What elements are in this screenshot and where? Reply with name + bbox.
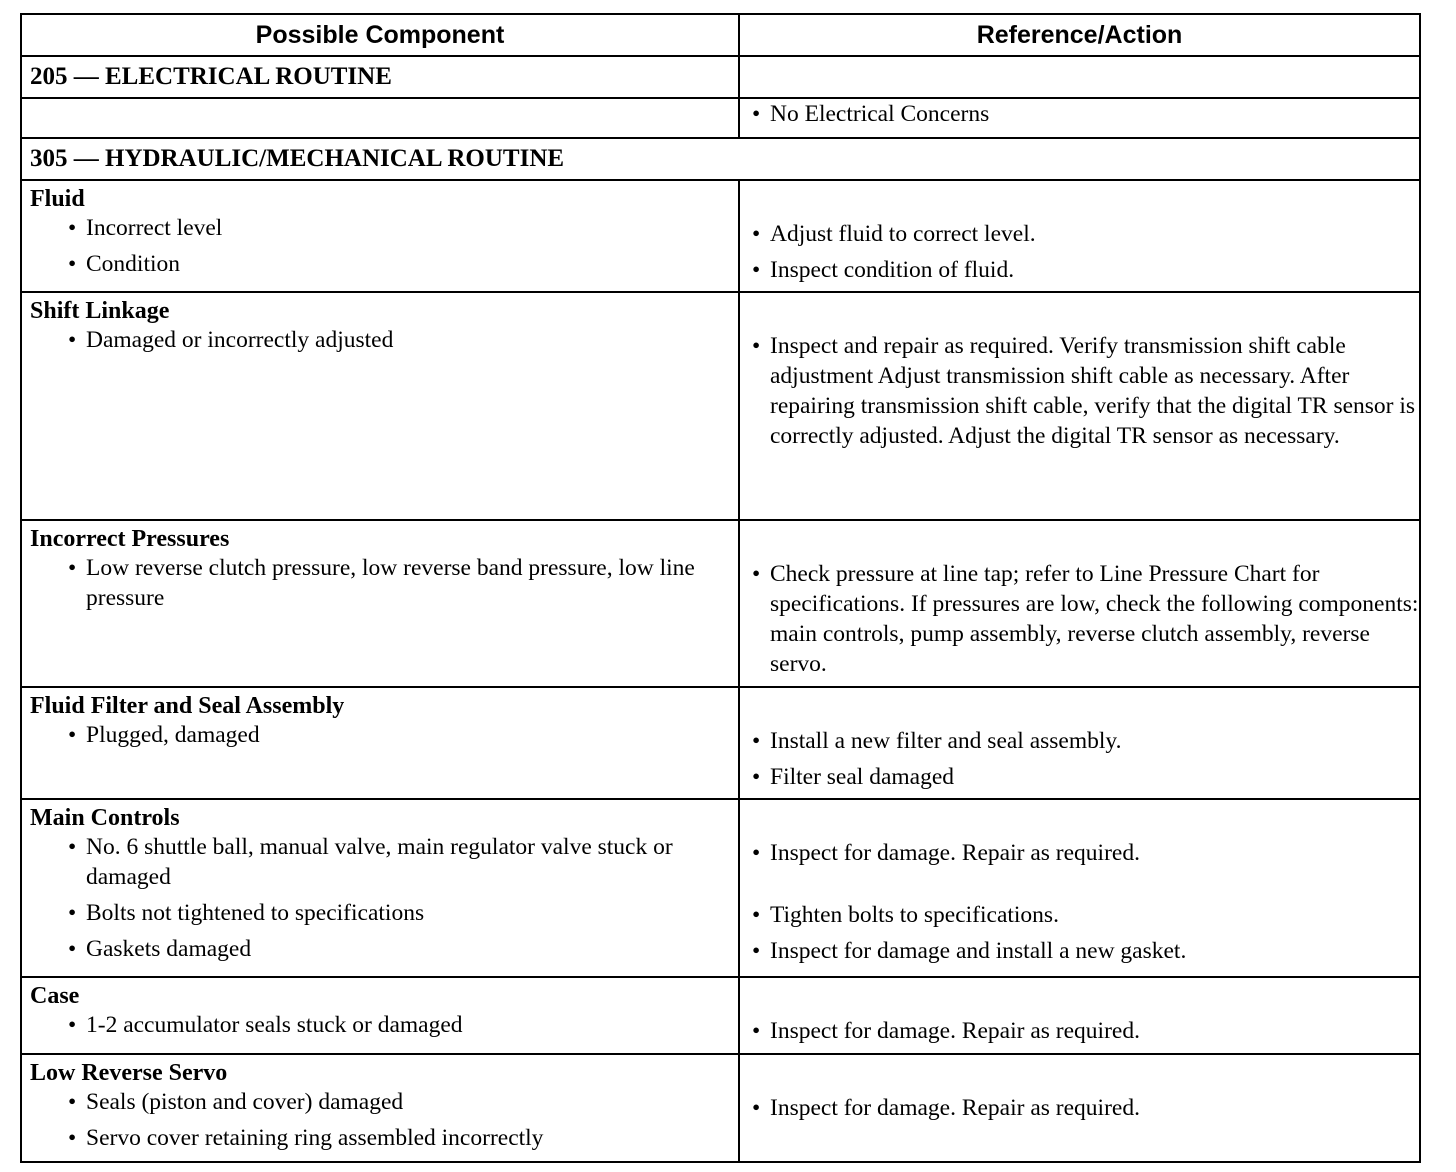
diagnosis-table (20, 13, 1421, 1163)
action-cell (739, 520, 1420, 687)
empty-cell (739, 56, 1420, 98)
component-title: Fluid (30, 186, 85, 212)
component-items (22, 213, 738, 279)
action-item: • Adjust fluid to correct level. (740, 219, 1419, 249)
action-cell (739, 180, 1420, 292)
component-group-row (21, 977, 1420, 1054)
action-list (740, 1093, 1419, 1123)
component-cell (21, 799, 739, 977)
component-items (22, 832, 738, 964)
component-group-row (21, 1054, 1420, 1162)
component-title: Shift Linkage (30, 298, 170, 324)
component-title: Low Reverse Servo (30, 1060, 228, 1086)
action-list (740, 219, 1419, 285)
action-list (740, 726, 1419, 792)
component-item: • Servo cover retaining ring assembled incorrectly (22, 1123, 738, 1153)
component-items (22, 553, 738, 613)
component-cell (21, 520, 739, 687)
component-title: Incorrect Pressures (30, 526, 230, 552)
action-item: • Filter seal damaged (740, 762, 1419, 792)
component-cell (21, 687, 739, 799)
action-cell (739, 799, 1420, 977)
component-cell (21, 180, 739, 292)
component-group-row (21, 520, 1420, 687)
component-items (22, 325, 738, 355)
empty-cell (21, 98, 739, 138)
component-groups (21, 180, 1420, 1162)
component-group-row (21, 799, 1420, 977)
action-cell (739, 1054, 1420, 1162)
component-item: • Plugged, damaged (22, 720, 738, 750)
component-title: Case (30, 983, 80, 1009)
component-items (22, 1087, 738, 1153)
component-title: Main Controls (30, 805, 180, 831)
electrical-action-row (21, 98, 1420, 138)
action-item: • Inspect for damage. Repair as required. (740, 838, 1419, 868)
component-group-row (21, 180, 1420, 292)
component-item: • Bolts not tightened to specifications (22, 898, 738, 928)
header-possible-component: Possible Component (21, 14, 739, 56)
action-item: • Tighten bolts to specifications. (740, 900, 1419, 930)
component-item: • No. 6 shuttle ball, manual valve, main regulator valve stuck or damaged (22, 832, 738, 892)
action-cell (739, 977, 1420, 1054)
hydraulic-section-row (21, 138, 1420, 180)
component-item: • 1-2 accumulator seals stuck or damaged (22, 1010, 738, 1040)
action-list (740, 1016, 1419, 1046)
action-item: • Inspect and repair as required. Verify transmission shift cable adjustment Adjust transmission shift cable as necessary. After repairing transmission shift cable, verify that the digital TR sensor is correctly adjusted. Adjust the digital TR sensor as necessary. (740, 331, 1419, 451)
component-cell (21, 1054, 739, 1162)
component-title: Fluid Filter and Seal Assembly (30, 693, 345, 719)
action-list (740, 331, 1419, 451)
action-item: • Inspect for damage. Repair as required. (740, 1016, 1419, 1046)
header-row (21, 14, 1420, 56)
electrical-section-title: 205 — ELECTRICAL ROUTINE (21, 56, 739, 98)
action-item: • Inspect for damage. Repair as required. (740, 1093, 1419, 1123)
electrical-action-cell (739, 98, 1420, 138)
component-items (22, 720, 738, 750)
component-cell (21, 292, 739, 520)
component-item: • Incorrect level (22, 213, 738, 243)
action-list (740, 838, 1419, 966)
component-item: • Damaged or incorrectly adjusted (22, 325, 738, 355)
action-item: • Inspect for damage and install a new gasket. (740, 936, 1419, 966)
electrical-action: • No Electrical Concerns (740, 99, 1419, 129)
component-item: • Condition (22, 249, 738, 279)
action-list (740, 559, 1419, 679)
component-cell (21, 977, 739, 1054)
component-items (22, 1010, 738, 1040)
electrical-section-row (21, 56, 1420, 98)
action-item: • Inspect condition of fluid. (740, 255, 1419, 285)
component-item: • Gaskets damaged (22, 934, 738, 964)
component-item: • Low reverse clutch pressure, low reverse band pressure, low line pressure (22, 553, 738, 613)
action-item: • Check pressure at line tap; refer to Line Pressure Chart for specifications. If pressures are low, check the following components: main controls, pump assembly, reverse clutch assembly, reverse servo. (740, 559, 1419, 679)
action-cell (739, 687, 1420, 799)
component-group-row (21, 687, 1420, 799)
component-item: • Seals (piston and cover) damaged (22, 1087, 738, 1117)
action-item: • Install a new filter and seal assembly. (740, 726, 1419, 756)
action-cell (739, 292, 1420, 520)
header-reference-action: Reference/Action (739, 14, 1420, 56)
component-group-row (21, 292, 1420, 520)
hydraulic-section-title: 305 — HYDRAULIC/MECHANICAL ROUTINE (21, 138, 1420, 180)
